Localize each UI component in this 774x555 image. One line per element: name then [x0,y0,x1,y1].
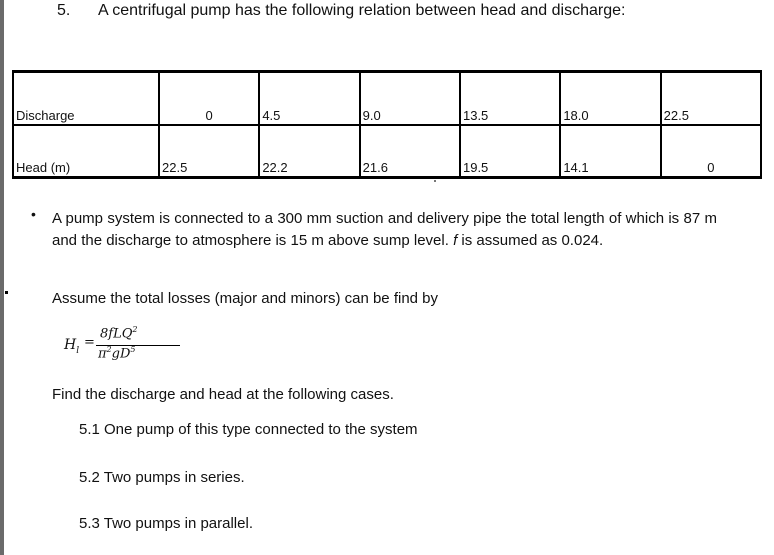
loss-formula [64,325,194,365]
table-cell: 21.6 [360,125,460,178]
page-edge-bar [0,0,4,555]
table-cell: 19.5 [460,125,560,178]
bullet-icon: • [31,206,36,222]
table-cell: 0 [661,125,761,178]
table-row-discharge [13,72,761,125]
table-cell: 18.0 [560,72,660,125]
para-text-1: A pump system is connected to a 300 mm suction and delivery pipe the total length of which is 87 m and the discharge to atmosphere is 15 m above sump level. [52,210,717,249]
table-cell: 13.5 [460,72,560,125]
row-label-discharge: Discharge [13,72,159,125]
question-title: A centrifugal pump has the following relation between head and discharge: [98,2,626,19]
problem-paragraph [52,208,717,252]
formula-lhs: $H_l$ [64,337,80,356]
case-item-3: 5.3 Two pumps in parallel. [79,515,253,532]
table-cell: 9.0 [360,72,460,125]
question-number: 5. [57,2,71,19]
para-text-2: is assumed as 0.024. [461,232,604,249]
table-cell: 4.5 [259,72,359,125]
table-cell: 22.2 [259,125,359,178]
case-item-1: 5.1 One pump of this type connected to the system [79,421,418,438]
friction-symbol: f [453,232,458,249]
table-cell: 0 [159,72,259,125]
head-discharge-table [12,70,762,179]
find-instruction: Find the discharge and head at the following cases. [52,386,394,403]
row-label-head: Head (m) [13,125,159,178]
case-item-2: 5.2 Two pumps in series. [79,469,245,486]
formula-equals: = [84,335,95,350]
assume-text: Assume the total losses (major and minors) can be find by [52,290,439,307]
table-row-head [13,125,761,178]
stray-dot [434,180,436,182]
table-cell: 22.5 [159,125,259,178]
table-cell: 14.1 [560,125,660,178]
margin-bullet-icon [5,291,8,294]
formula-numerator: 8fLQ$^2$ [100,325,138,342]
formula-denominator: $\pi^2gD^5$ [98,345,136,362]
table-cell: 22.5 [661,72,761,125]
